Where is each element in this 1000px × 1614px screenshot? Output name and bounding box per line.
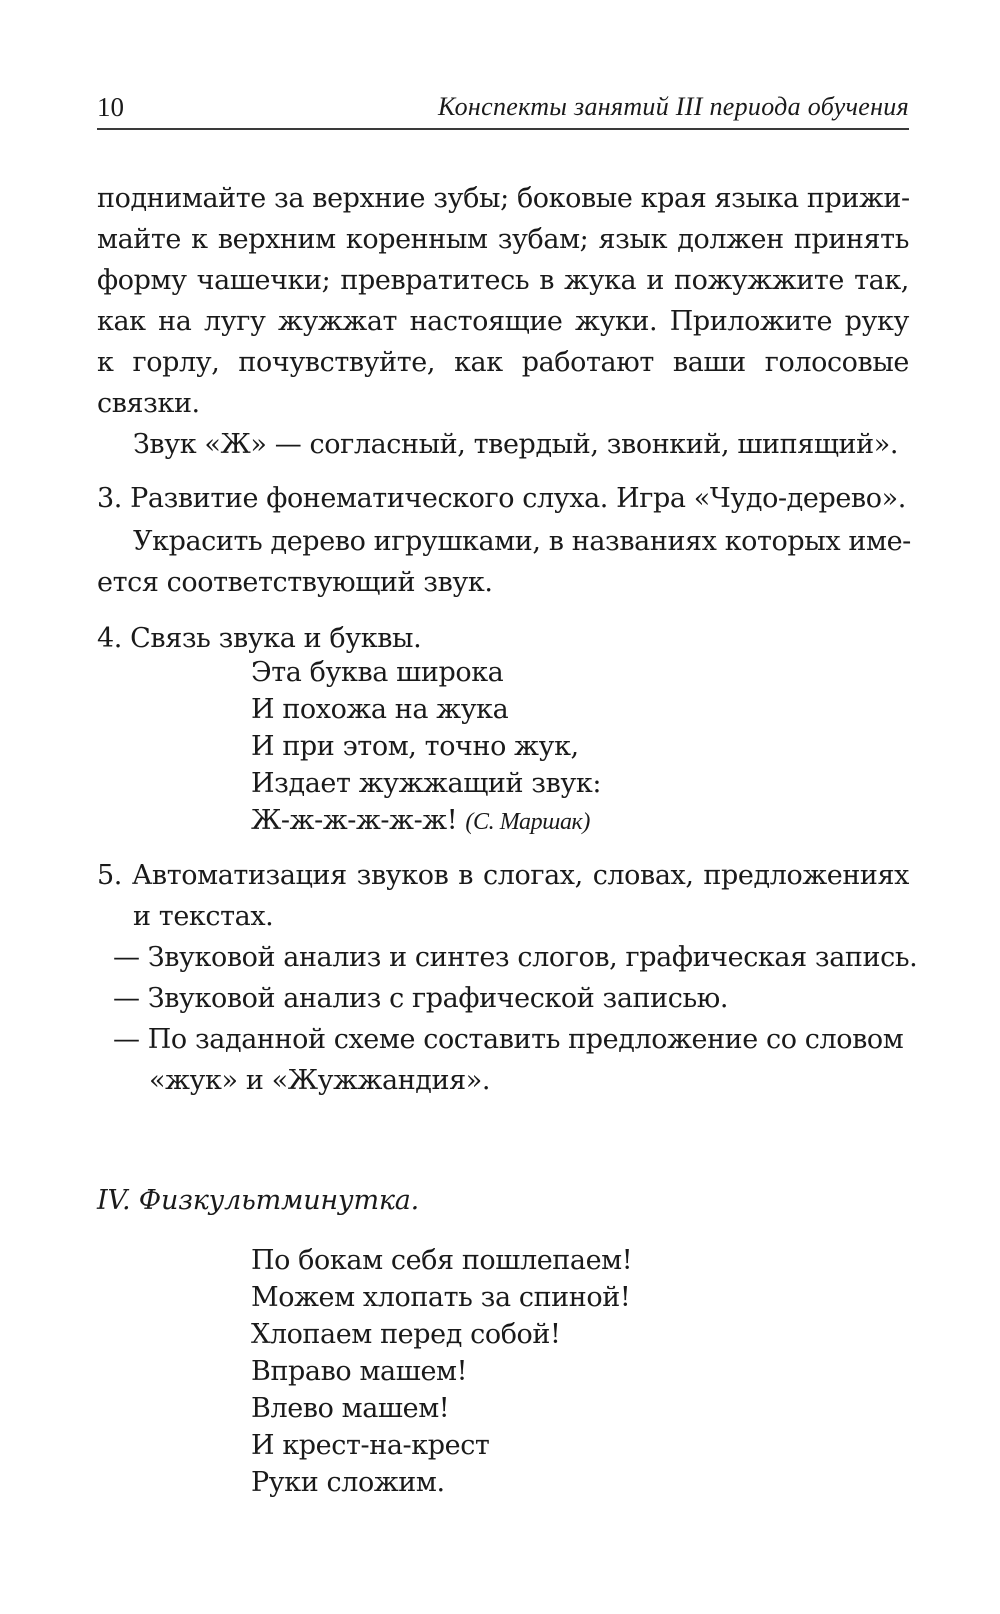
task-line: — Звуковой анализ с графической записью.: [113, 983, 729, 1014]
poem-line: Издает жужжащий звук:: [251, 768, 602, 799]
paragraph-articulation: [97, 178, 909, 465]
page-number: 10: [97, 92, 124, 122]
poem-line: Вправо машем!: [251, 1356, 468, 1387]
section-title: IV. Физкультминутка.: [97, 1185, 420, 1216]
poem-attribution: (С. Маршак): [465, 809, 590, 835]
poem-line: И при этом, точно жук,: [251, 731, 579, 762]
item-3: [97, 478, 909, 603]
item-5-heading-cont: и текстах.: [133, 901, 274, 932]
poem-line: Ж-ж-ж-ж-ж-ж!: [251, 805, 458, 836]
text-line: связки.: [97, 388, 200, 419]
page-header: [97, 88, 909, 130]
poem-line: По бокам себя пошлепаем!: [251, 1245, 633, 1276]
poem-line: И крест-на-крест: [251, 1430, 490, 1461]
poem-exercise: [251, 1242, 632, 1501]
running-title: Конспекты занятий III периода обучения: [438, 92, 909, 121]
text-line: ется соответствующий звук.: [97, 567, 493, 598]
text-line: Украсить дерево игрушками, в названиях которых име-: [133, 526, 911, 557]
item-5-heading: 5. Автоматизация звуков в слогах, словах, предложениях: [97, 860, 909, 891]
poem-letter-zh: [251, 654, 601, 841]
item-5: [97, 855, 918, 1101]
item-3-heading: 3. Развитие фонематического слуха. Игра «Чудо-дерево».: [97, 483, 906, 514]
text-line: майте к верхним коренным зубам; язык должен принять: [97, 224, 909, 255]
text-line: к горлу, почувствуйте, как работают ваши голосовые: [97, 347, 909, 378]
sound-description: Звук «Ж» — согласный, твердый, звонкий, шипящий».: [133, 429, 899, 460]
text-line: форму чашечки; превратитесь в жука и пожужжите так,: [97, 265, 909, 296]
item-4: [97, 618, 909, 659]
task-line: — Звуковой анализ и синтез слогов, графическая запись.: [113, 942, 918, 973]
poem-line: Хлопаем перед собой!: [251, 1319, 561, 1350]
text-line: поднимайте за верхние зубы; боковые края языка прижи-: [97, 183, 910, 214]
item-4-heading: 4. Связь звука и буквы.: [97, 623, 422, 654]
poem-line: Руки сложим.: [251, 1467, 445, 1498]
poem-line: Можем хлопать за спиной!: [251, 1282, 631, 1313]
poem-line: И похожа на жука: [251, 694, 509, 725]
poem-line: Эта буква широка: [251, 657, 504, 688]
task-line: — По заданной схеме составить предложение со словом: [113, 1024, 904, 1055]
text-line: как на лугу жужжат настоящие жуки. Приложите руку: [97, 306, 909, 337]
poem-line: Влево машем!: [251, 1393, 450, 1424]
poem-last-line: [251, 802, 601, 841]
task-line-cont: «жук» и «Жужжандия».: [149, 1065, 491, 1096]
